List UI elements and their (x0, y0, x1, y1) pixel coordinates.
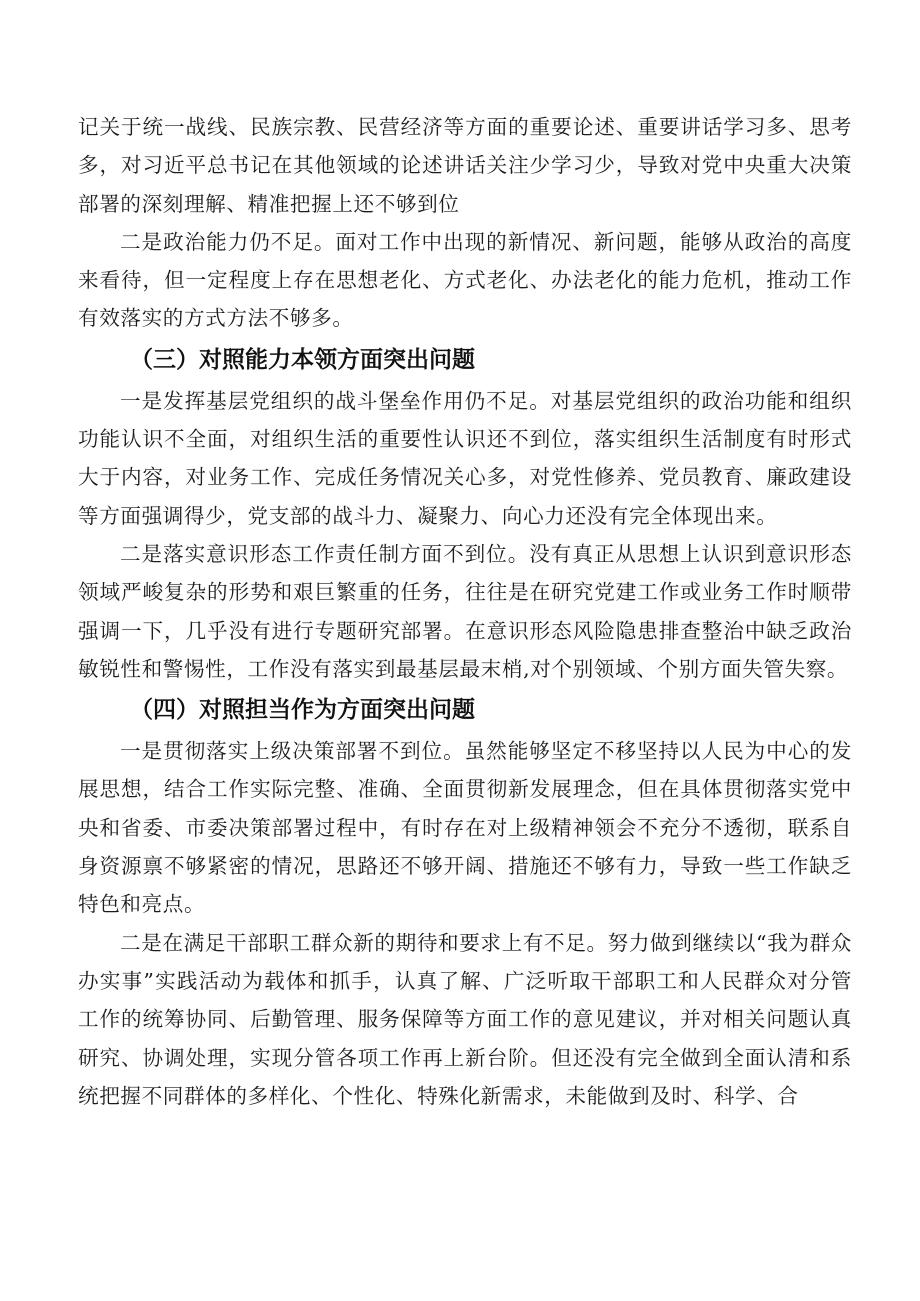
section-heading-4: （四）对照担当作为方面突出问题 (130, 697, 475, 724)
paragraph-continued: 记关于统一战线、民族宗教、民营经济等方面的重要论述、重要讲话学习多、思考多，对习近平总书记在其他领域的论述讲话关注少学习少，导致对党中央重大决策部署的深刻理解、精准把握上还不够到位 (78, 115, 852, 216)
document-page (78, 108, 852, 1115)
paragraph-ideology-responsibility: 二是落实意识形态工作责任制方面不到位。没有真正从思想上认识到意识形态领域严峻复杂的形势和艰巨繁重的任务，往往是在研究党建工作或业务工作时顺带强调一下，几乎没有进行专题研究部署。在意识形态风险隐患排查整治中缺乏政治敏锐性和警惕性，工作没有落实到最基层最末梢,对个别领域、个别方面失管失察。 (78, 541, 852, 681)
paragraph-political-ability: 二是政治能力仍不足。面对工作中出现的新情况、新问题，能够从政治的高度来看待，但一定程度上存在思想老化、方式老化、办法老化的能力危机，推动工作有效落实的方式方法不够多。 (78, 229, 852, 331)
paragraph-meeting-expectations: 二是在满足干部职工群众新的期待和要求上有不足。努力做到继续以“我为群众办实事”实践活动为载体和抓手，认真了解、广泛听取干部职工和人民群众对分管工作的统筹协同、后勤管理、服务保障等方面工作的意见建议，并对相关问题认真研究、协调处理，实现分管各项工作再上新台阶。但还没有完全做到全面认清和系统把握不同群体的多样化、个性化、特殊化新需求，未能做到及时、科学、合 (78, 930, 852, 1108)
paragraph-implementation: 一是贯彻落实上级决策部署不到位。虽然能够坚定不移坚持以人民为中心的发展思想，结合工作实际完整、准确、全面贯彻新发展理念，但在具体贯彻落实党中央和省委、市委决策部署过程中，有时存在对上级精神领会不充分不透彻，联系自身资源禀不够紧密的情况，思路还不够开阔、措施还不够有力，导致一些工作缺乏特色和亮点。 (78, 739, 852, 917)
section-heading-3: （三）对照能力本领方面突出问题 (130, 346, 475, 373)
paragraph-grassroots-party: 一是发挥基层党组织的战斗堡垒作用仍不足。对基层党组织的政治功能和组织功能认识不全面，对组织生活的重要性认识还不到位，落实组织生活制度有时形式大于内容，对业务工作、完成任务情况关心多，对党性修养、党员教育、廉政建设等方面强调得少，党支部的战斗力、凝聚力、向心力还没有完全体现出来。 (78, 388, 852, 528)
